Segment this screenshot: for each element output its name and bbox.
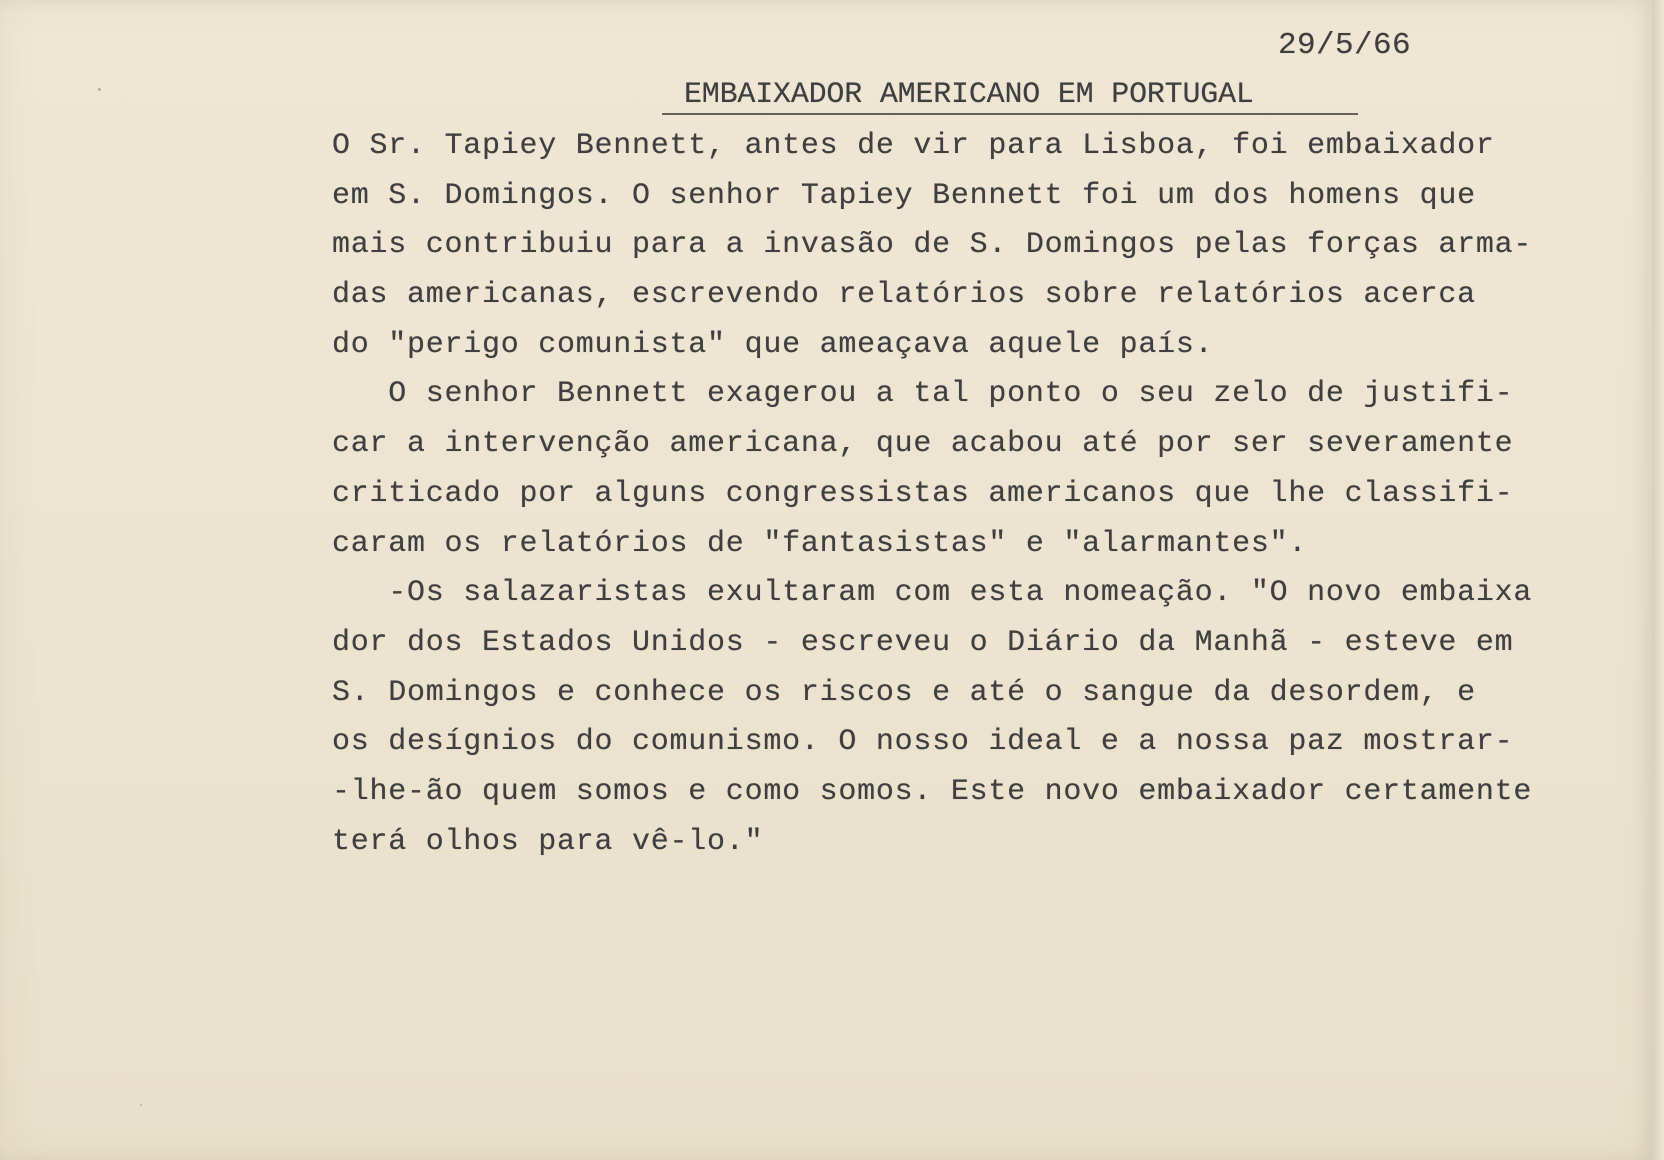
paper-speck: [98, 88, 101, 91]
body-line: S. Domingos e conhece os riscos e até o sangue da desordem, e: [332, 675, 1476, 710]
body-line: O senhor Bennett exagerou a tal ponto o seu zelo de justifi-: [332, 377, 1514, 412]
body-line: caram os relatórios de "fantasistas" e "alarmantes".: [332, 526, 1308, 561]
body-line: -lhe-ão quem somos e como somos. Este novo embaixador certamente: [332, 774, 1533, 809]
heading-underline: [662, 113, 1358, 115]
body-line: terá olhos para vê-lo.": [332, 824, 764, 859]
paper-speck: [140, 1104, 142, 1106]
body-line: mais contribuiu para a invasão de S. Domingos pelas forças arma-: [332, 228, 1533, 263]
body-line: dor dos Estados Unidos - escreveu o Diário da Manhã - esteve em: [332, 625, 1514, 660]
paper-edge: [1652, 0, 1664, 1160]
document-date: 29/5/66: [1278, 28, 1412, 63]
body-line: em S. Domingos. O senhor Tapiey Bennett foi um dos homens que: [332, 178, 1476, 213]
body-line: car a intervenção americana, que acabou até por ser severamente: [332, 427, 1514, 462]
body-line: das americanas, escrevendo relatórios sobre relatórios acerca: [332, 278, 1476, 313]
body-line: O Sr. Tapiey Bennett, antes de vir para Lisboa, foi embaixador: [332, 129, 1495, 163]
body-line: criticado por alguns congressistas americanos que lhe classifi-: [332, 476, 1514, 511]
body-line: -Os salazaristas exultaram com esta nomeação. "O novo embaixa: [332, 576, 1533, 611]
document-body: [332, 122, 1652, 867]
body-line: os desígnios do comunismo. O nosso ideal e a nossa paz mostrar-: [332, 725, 1514, 760]
body-line: do "perigo comunista" que ameaçava aquele país.: [332, 327, 1214, 362]
document-heading: EMBAIXADOR AMERICANO EM PORTUGAL: [684, 78, 1254, 112]
